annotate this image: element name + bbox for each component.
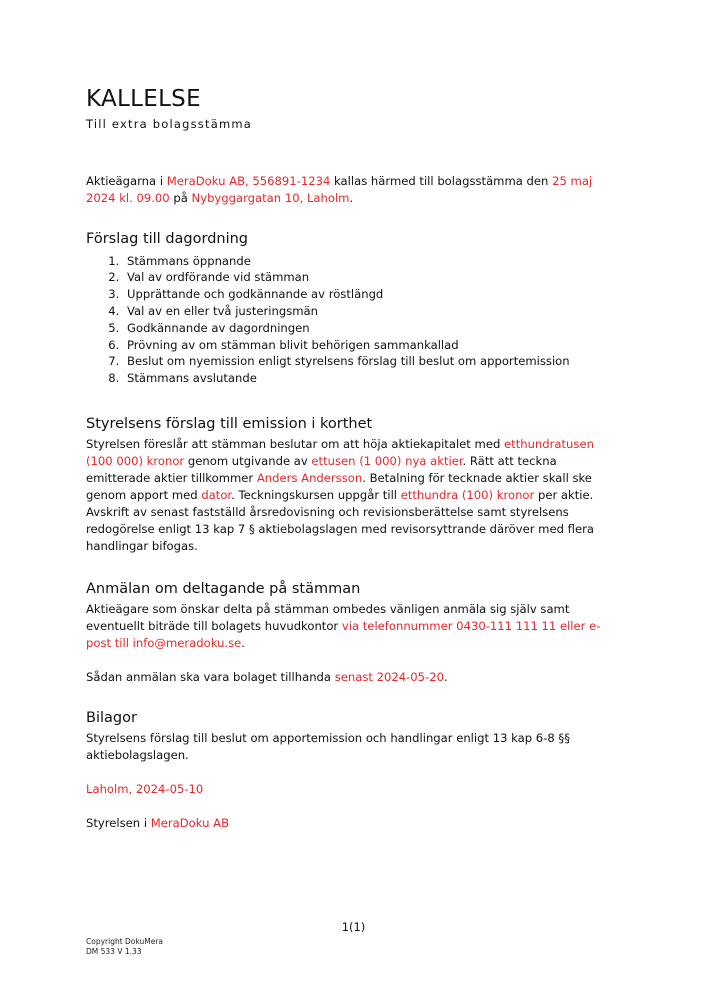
- document-subtitle: Till extra bolagsstämma: [86, 116, 252, 131]
- footer-info: [86, 937, 163, 957]
- proposal-text-2: genom utgivande av: [184, 453, 312, 468]
- meeting-place: Nybyggargatan 10, Laholm: [191, 190, 350, 205]
- attachments-paragraph: Styrelsens förslag till beslut om apportemission och handlingar enligt 13 kap 6-8 §§ aktiebolagslagen.: [86, 730, 571, 762]
- page-number: 1(1): [341, 920, 366, 934]
- company-name: MeraDoku AB, 556891-1234: [166, 173, 331, 188]
- proposal-text-3: . Rätt att teckna emitterade aktier tillkommer: [86, 453, 557, 485]
- agenda-list: [86, 253, 621, 387]
- registration-text-2: .: [241, 635, 245, 650]
- subscription-price: etthundra (100) kronor: [400, 487, 535, 502]
- agenda-item: 7. Beslut om nyemission enligt styrelsens förslag till beslut om apportemission: [123, 353, 621, 370]
- agenda-item: 3. Upprättande och godkännande av röstlängd: [123, 286, 621, 303]
- registration-text-1: Aktieägare som önskar delta på stämman ombedes vänligen anmäla sig själv samt eventuellt biträde till bolagets huvudkontor: [86, 601, 570, 633]
- proposal-text-6: per aktie. Avskrift av senast fastställd årsredovisning och revisionsberättelse samt styrelsens redogörelse enligt 13 kap 7 § aktiebolagslagen med revisorsyttrande däröver med flera handlingar bifogas.: [86, 487, 594, 553]
- capital-amount: etthundratusen (100 000) kronor: [86, 436, 594, 468]
- contact-details: via telefonnummer 0430-111 111 11 eller e-post till info@meradoku.se: [86, 618, 601, 650]
- agenda-item: 4. Val av en eller två justeringsmän: [123, 303, 621, 320]
- registration-paragraph: [86, 601, 621, 652]
- subscriber-name: Anders Andersson: [256, 470, 363, 485]
- document-id: DM 533 V 1.33: [86, 947, 142, 956]
- signature-company: MeraDoku AB: [150, 815, 230, 830]
- document-content: [86, 86, 621, 832]
- intro-paragraph: [86, 173, 621, 207]
- proposal-heading: Styrelsens förslag till emission i korthet: [86, 415, 373, 432]
- signature-line: [86, 815, 621, 832]
- proposal-text-5: . Teckningskursen uppgår till: [231, 487, 401, 502]
- proposal-text-1: Styrelsen föreslår att stämman beslutar om att höja aktiekapitalet med: [86, 436, 505, 451]
- signature-text: Styrelsen i: [86, 815, 151, 830]
- agenda-item: 5. Godkännande av dagordningen: [123, 320, 621, 337]
- intro-text-3: på: [169, 190, 192, 205]
- place-date: Laholm, 2024-05-10: [86, 781, 204, 796]
- attachments-heading: Bilagor: [86, 709, 137, 726]
- intro-text-4: .: [349, 190, 354, 205]
- deadline-paragraph: [86, 669, 621, 686]
- deadline-text-2: .: [443, 669, 448, 684]
- intro-text-2: kallas härmed till bolagsstämma den: [330, 173, 553, 188]
- copyright-text: Copyright DokuMera: [86, 937, 164, 946]
- intro-text-1: Aktieägarna i: [86, 173, 167, 188]
- agenda-item: 1. Stämmans öppnande: [123, 253, 621, 270]
- registration-heading: Anmälan om deltagande på stämman: [86, 580, 361, 597]
- contribution-asset: dator: [201, 487, 232, 502]
- proposal-paragraph: [86, 436, 621, 555]
- agenda-item: 2. Val av ordförande vid stämman: [123, 269, 621, 286]
- agenda-item: 6. Prövning av om stämman blivit behörigen sammankallad: [123, 337, 621, 354]
- registration-deadline: senast 2024-05-20: [334, 669, 444, 684]
- document-title: KALLELSE: [86, 86, 201, 112]
- meeting-datetime: 25 maj 2024 kl. 09.00: [86, 173, 593, 205]
- new-shares: ettusen (1 000) nya aktier: [311, 453, 463, 468]
- proposal-text-4: . Betalning för tecknade aktier skall ske genom apport med: [86, 470, 592, 502]
- deadline-text-1: Sådan anmälan ska vara bolaget tillhanda: [86, 669, 335, 684]
- agenda-heading: Förslag till dagordning: [86, 230, 249, 247]
- agenda-item: 8. Stämmans avslutande: [123, 370, 621, 387]
